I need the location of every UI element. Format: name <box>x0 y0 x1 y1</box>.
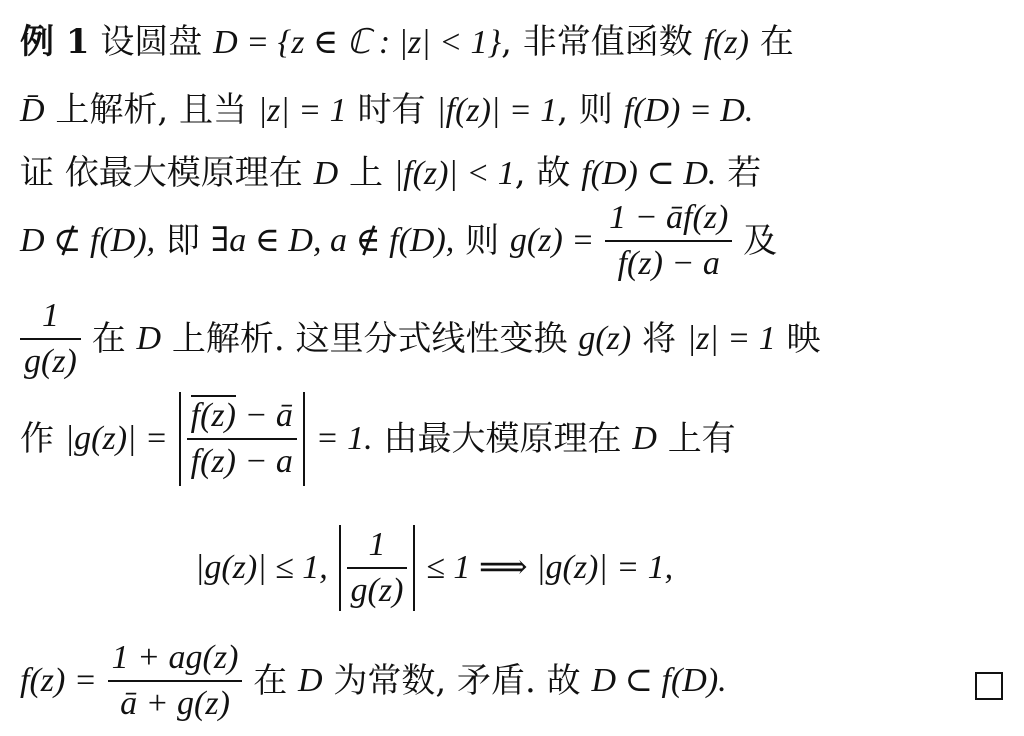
fraction-bar <box>347 567 408 569</box>
text: 上解析, 且当 <box>55 90 247 130</box>
math-D: D <box>298 662 323 699</box>
proof-line-4 <box>20 392 736 486</box>
math-bound: |g(z)| ≤ 1, <box>195 549 328 586</box>
text: 映 <box>786 319 821 359</box>
text: , 故 <box>514 153 571 193</box>
text: 为常数, 矛盾. 故 <box>333 661 581 701</box>
text: 由最大模原理在 <box>383 419 622 459</box>
denominator: f(z) − a <box>190 443 293 480</box>
math-incl: f(D) ⊂ D. <box>581 155 717 192</box>
math-notincl: D ⊄ f(D), <box>20 222 156 259</box>
denominator: g(z) <box>24 343 77 380</box>
math-claim: f(D) = D. <box>623 92 754 129</box>
example-line-1 <box>20 22 794 63</box>
proof-line-3 <box>20 296 821 382</box>
fraction-inverse-g <box>20 296 81 382</box>
absolute-value <box>339 525 416 611</box>
math-unit: |z| = 1 <box>686 320 776 357</box>
math-fz: f(z) <box>703 24 749 61</box>
text: , 则 <box>557 90 613 130</box>
math-implies: ≤ 1 ⟹ |g(z)| = 1, <box>426 549 674 586</box>
denominator: ā + g(z) <box>120 685 230 722</box>
text: , 非常值函数 <box>501 22 693 62</box>
fraction-f <box>108 638 243 724</box>
text: 则 <box>465 221 500 261</box>
fraction-inverse-g <box>347 525 408 611</box>
fraction-g-def <box>605 198 732 284</box>
text: 上解析. 这里分式线性变换 <box>171 319 568 359</box>
fraction-bar <box>20 338 81 340</box>
math-eq-one: = 1. <box>315 420 373 457</box>
conjugate: f(z) <box>190 397 236 434</box>
math-exists: ∃a ∈ D, a ∉ f(D), <box>210 222 455 259</box>
proof-label: 证 <box>20 153 54 193</box>
text: 依最大模原理在 <box>64 153 303 193</box>
text: 即 <box>166 221 200 261</box>
fraction-conj-ratio <box>187 396 297 482</box>
example-label: 例 1 <box>20 22 90 62</box>
text: 将 <box>642 319 677 359</box>
text: 设圆盘 <box>100 22 203 62</box>
math-final: D ⊂ f(D). <box>591 662 727 699</box>
math-gz: g(z) <box>578 320 632 357</box>
numerator <box>187 396 297 436</box>
qed-square-icon <box>975 672 1003 700</box>
text: 在 <box>91 319 126 359</box>
numerator: 1 − āf(z) <box>609 199 729 236</box>
numerator: 1 <box>41 297 59 334</box>
example-line-2 <box>20 90 753 131</box>
fraction-bar <box>108 680 243 682</box>
math-f-lhs: f(z) = <box>20 662 97 699</box>
math-ineq: |f(z)| < 1 <box>393 155 515 192</box>
text: 上有 <box>667 419 736 459</box>
math-closure: D̄ <box>20 92 45 129</box>
denominator: g(z) <box>350 572 404 609</box>
proof-line-1 <box>20 153 761 194</box>
text: 在 <box>253 661 288 701</box>
math-D: D <box>313 155 339 192</box>
math-D: D <box>136 320 162 357</box>
text: 在 <box>759 22 794 62</box>
denominator: f(z) − a <box>617 245 720 282</box>
fraction-bar <box>187 438 297 440</box>
math-cond2: |f(z)| = 1 <box>436 92 558 129</box>
proof-line-2 <box>20 198 777 284</box>
text: 上 <box>349 153 383 193</box>
fraction-bar <box>605 240 732 242</box>
numerator: 1 <box>368 526 386 563</box>
text: 时有 <box>357 90 426 130</box>
text: 及 <box>743 221 778 261</box>
math-abs-g: |g(z)| = <box>64 420 168 457</box>
minus-abar: − ā <box>235 397 293 434</box>
math-g-lhs: g(z) = <box>509 222 595 259</box>
absolute-value <box>179 392 305 486</box>
text: 作 <box>20 419 54 459</box>
math-cond: |z| = 1 <box>257 92 347 129</box>
math-D: D <box>632 420 657 457</box>
math-disk-def: D = {z ∈ ℂ : |z| < 1} <box>213 24 502 61</box>
display-inequality <box>195 525 673 611</box>
numerator: 1 + ag(z) <box>111 639 239 676</box>
text: 若 <box>727 153 762 193</box>
proof-line-final <box>20 638 727 724</box>
